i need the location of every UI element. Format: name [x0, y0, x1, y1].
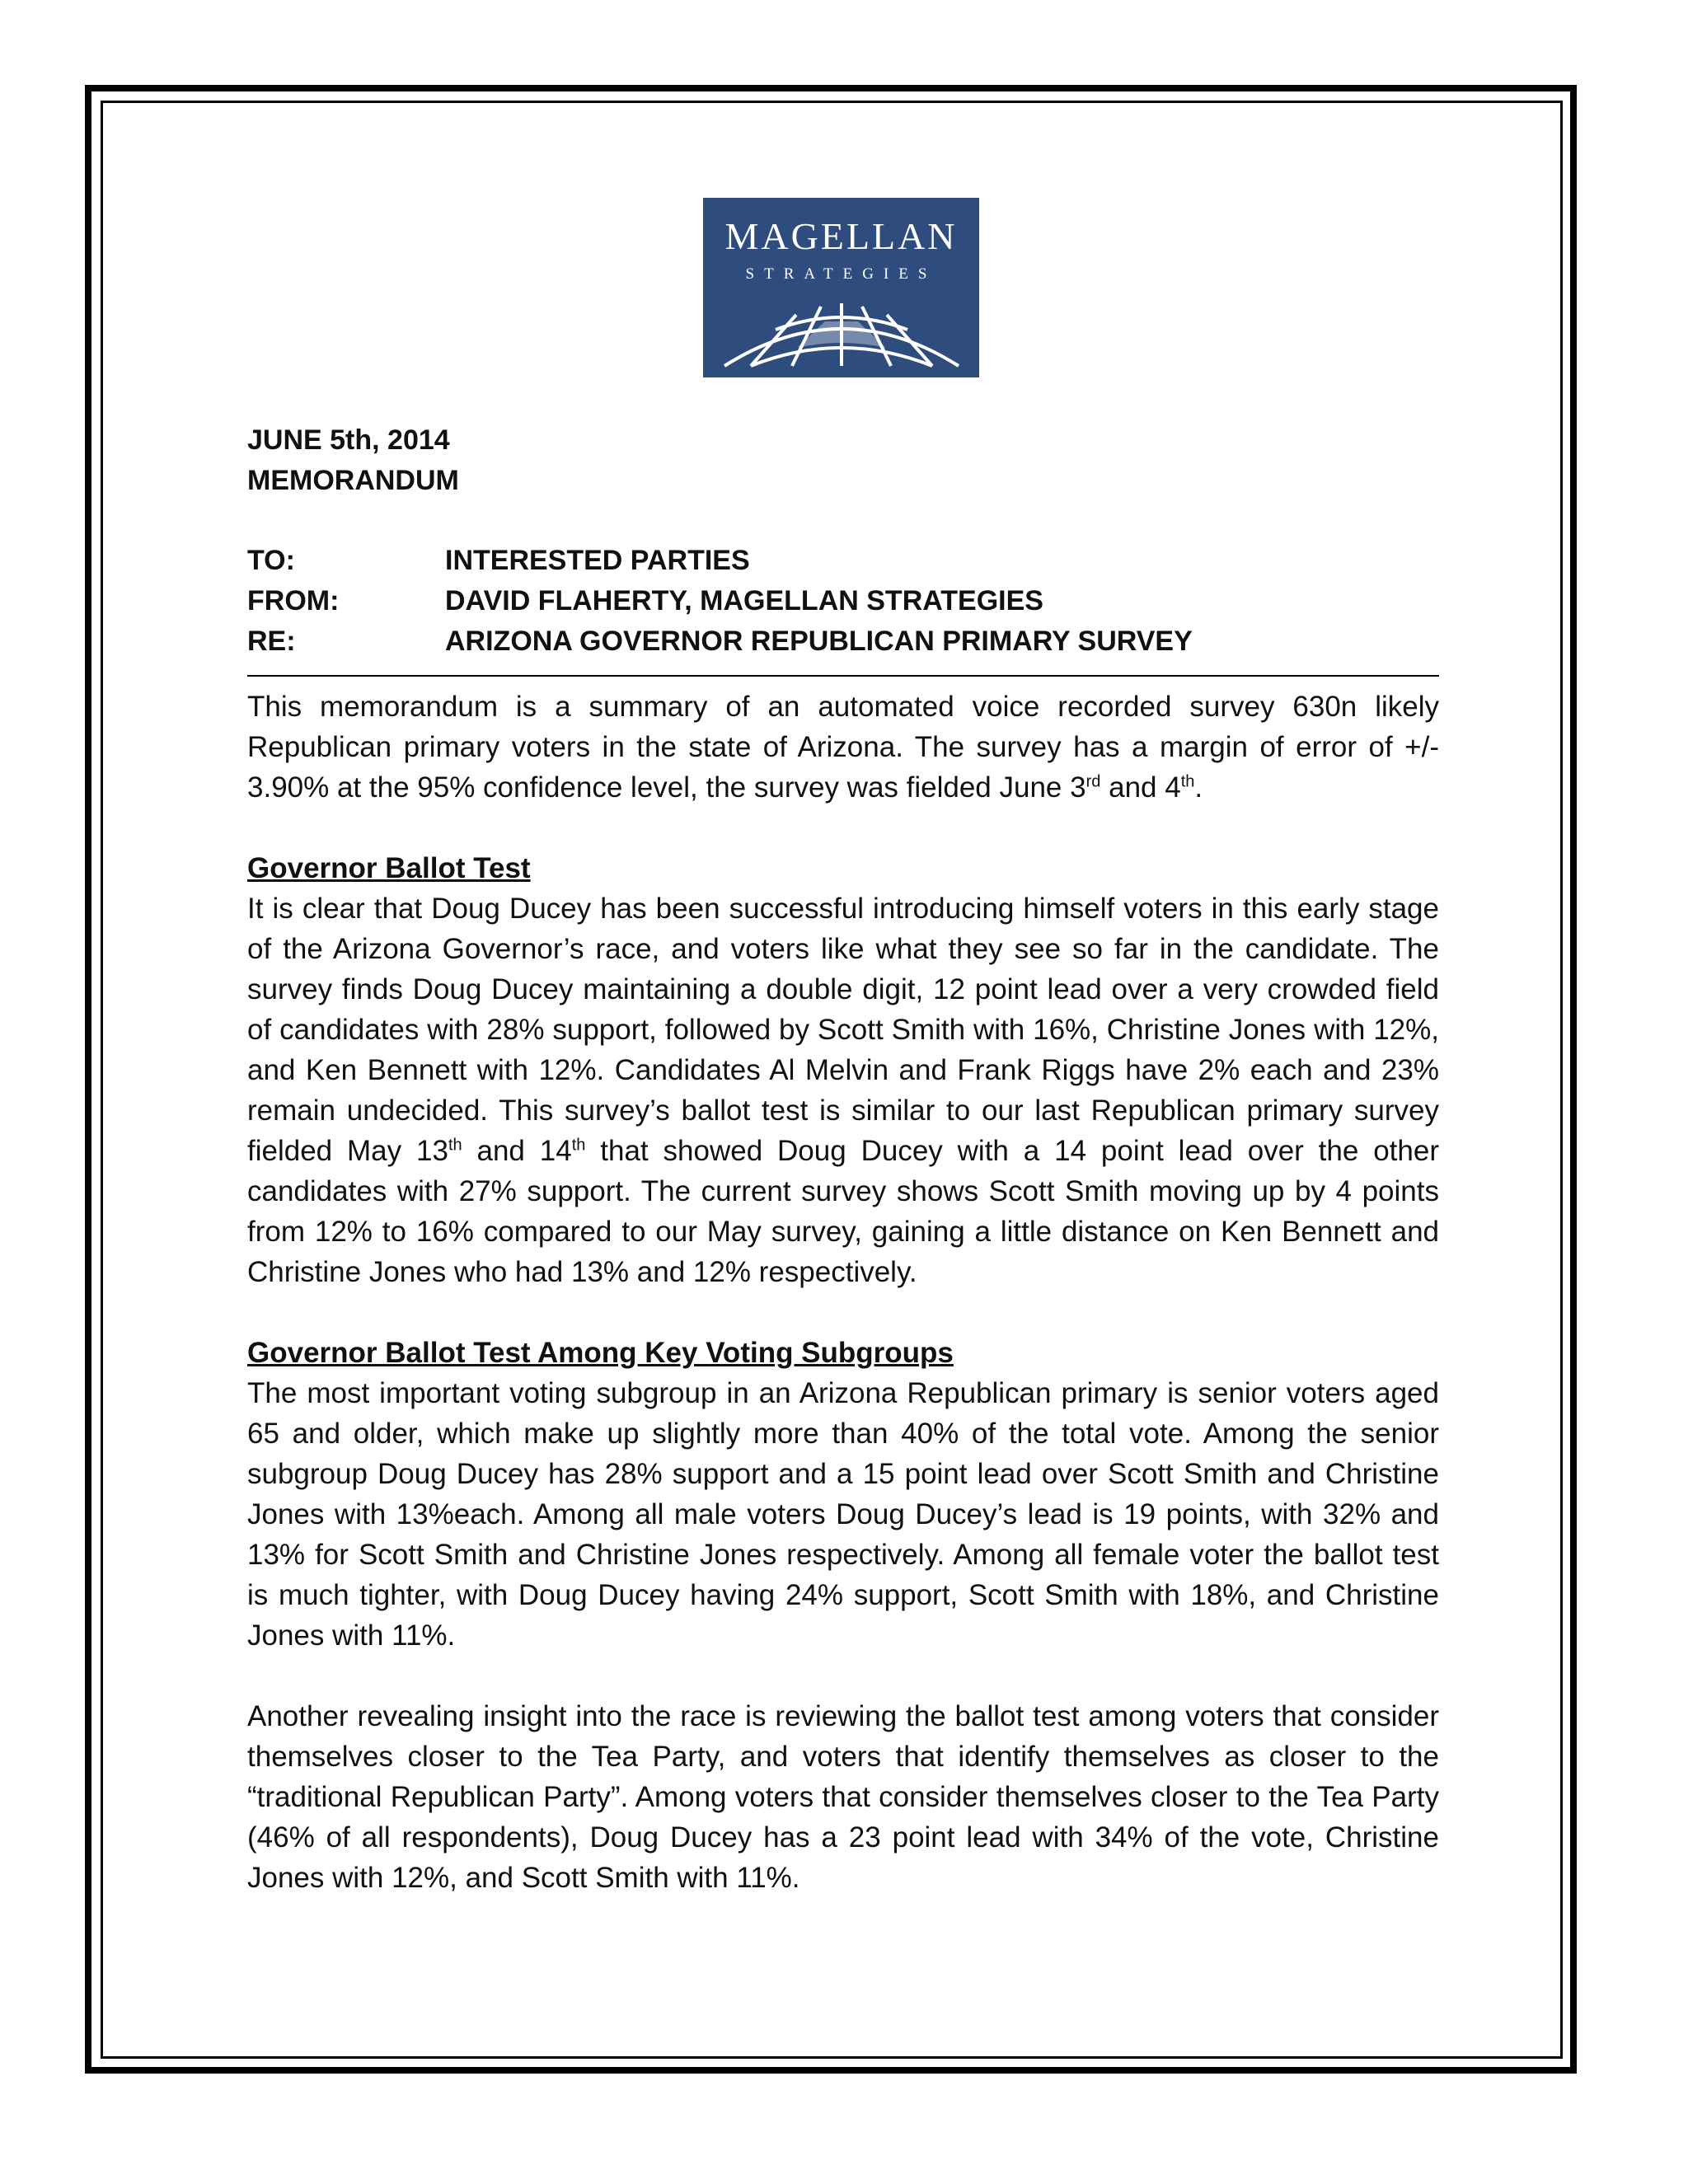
- header-divider: [247, 675, 1439, 677]
- logo-title: MAGELLAN: [724, 215, 958, 257]
- memo-to-row: [247, 541, 1439, 581]
- memo-from-label: FROM:: [247, 585, 340, 616]
- memo-from-value: DAVID FLAHERTY, MAGELLAN STRATEGIES: [445, 585, 1043, 616]
- memo-to-label: TO:: [247, 545, 295, 576]
- memo-re-row: [247, 621, 1439, 662]
- section-heading-subgroups: Governor Ballot Test Among Key Voting Subgroups: [247, 1337, 954, 1369]
- globe-icon: [718, 297, 965, 371]
- subgroups-paragraph: The most important voting subgroup in an Arizona Republican primary is senior voters aged 65 and older, which make up slightly more than 40% of the total vote. Among the senior subgroup Doug Ducey has 28% support and a 15 point lead over Scott Smith and Christine Jones with 13%each. Among all male voters Doug Ducey’s lead is 19 points, with 32% and 13% for Scott Smith and Christine Jones respectively. Among all female voter the ballot test is much tighter, with Doug Ducey having 24% support, Scott Smith with 18%, and Christine Jones with 11%.: [247, 1377, 1439, 1652]
- memo-re-value: ARIZONA GOVERNOR REPUBLICAN PRIMARY SURVEY: [445, 626, 1193, 657]
- memo-type: MEMORANDUM: [247, 465, 459, 496]
- memo-from-row: [247, 581, 1439, 621]
- ballot-test-paragraph: It is clear that Doug Ducey has been successful introducing himself voters in this early stage of the Arizona Governor’s race, and voters like what they see so far in the candidate. The survey finds Doug Ducey maintaining a double digit, 12 point lead over a very crowded field of candidates with 28% support, followed by Scott Smith with 16%, Christine Jones with 12%, and Ken Bennett with 12%. Candidates Al Melvin and Frank Riggs have 2% each and 23% remain undecided. This survey’s ballot test is similar to our last Republican primary survey fielded May 13th and 14th that showed Doug Ducey with a 14 point lead over the other candidates with 27% support. The current survey shows Scott Smith moving up by 4 points from 12% to 16% compared to our May survey, gaining a little distance on Ken Bennett and Christine Jones who had 13% and 12% respectively.: [247, 893, 1439, 1288]
- memo-body: [247, 420, 1439, 1898]
- magellan-logo: [703, 198, 979, 377]
- memo-re-label: RE:: [247, 626, 296, 657]
- tea-party-paragraph: Another revealing insight into the race is reviewing the ballot test among voters that consider themselves closer to the Tea Party, and voters that identify themselves as closer to the “traditional Republican Party”. Among voters that consider themselves closer to the Tea Party (46% of all respondents), Doug Ducey has a 23 point lead with 34% of the vote, Christine Jones with 12%, and Scott Smith with 11%.: [247, 1700, 1439, 1894]
- logo-tagline: STRATEGIES: [745, 265, 937, 283]
- memo-to-value: INTERESTED PARTIES: [445, 545, 750, 576]
- section-heading-ballot-test: Governor Ballot Test: [247, 852, 531, 884]
- intro-paragraph: This memorandum is a summary of an automated voice recorded survey 630n likely Republican primary voters in the state of Arizona. The survey has a margin of error of +/- 3.90% at the 95% confidence level, the survey was fielded June 3rd and 4th.: [247, 691, 1439, 804]
- memo-date: JUNE 5th, 2014: [247, 424, 450, 456]
